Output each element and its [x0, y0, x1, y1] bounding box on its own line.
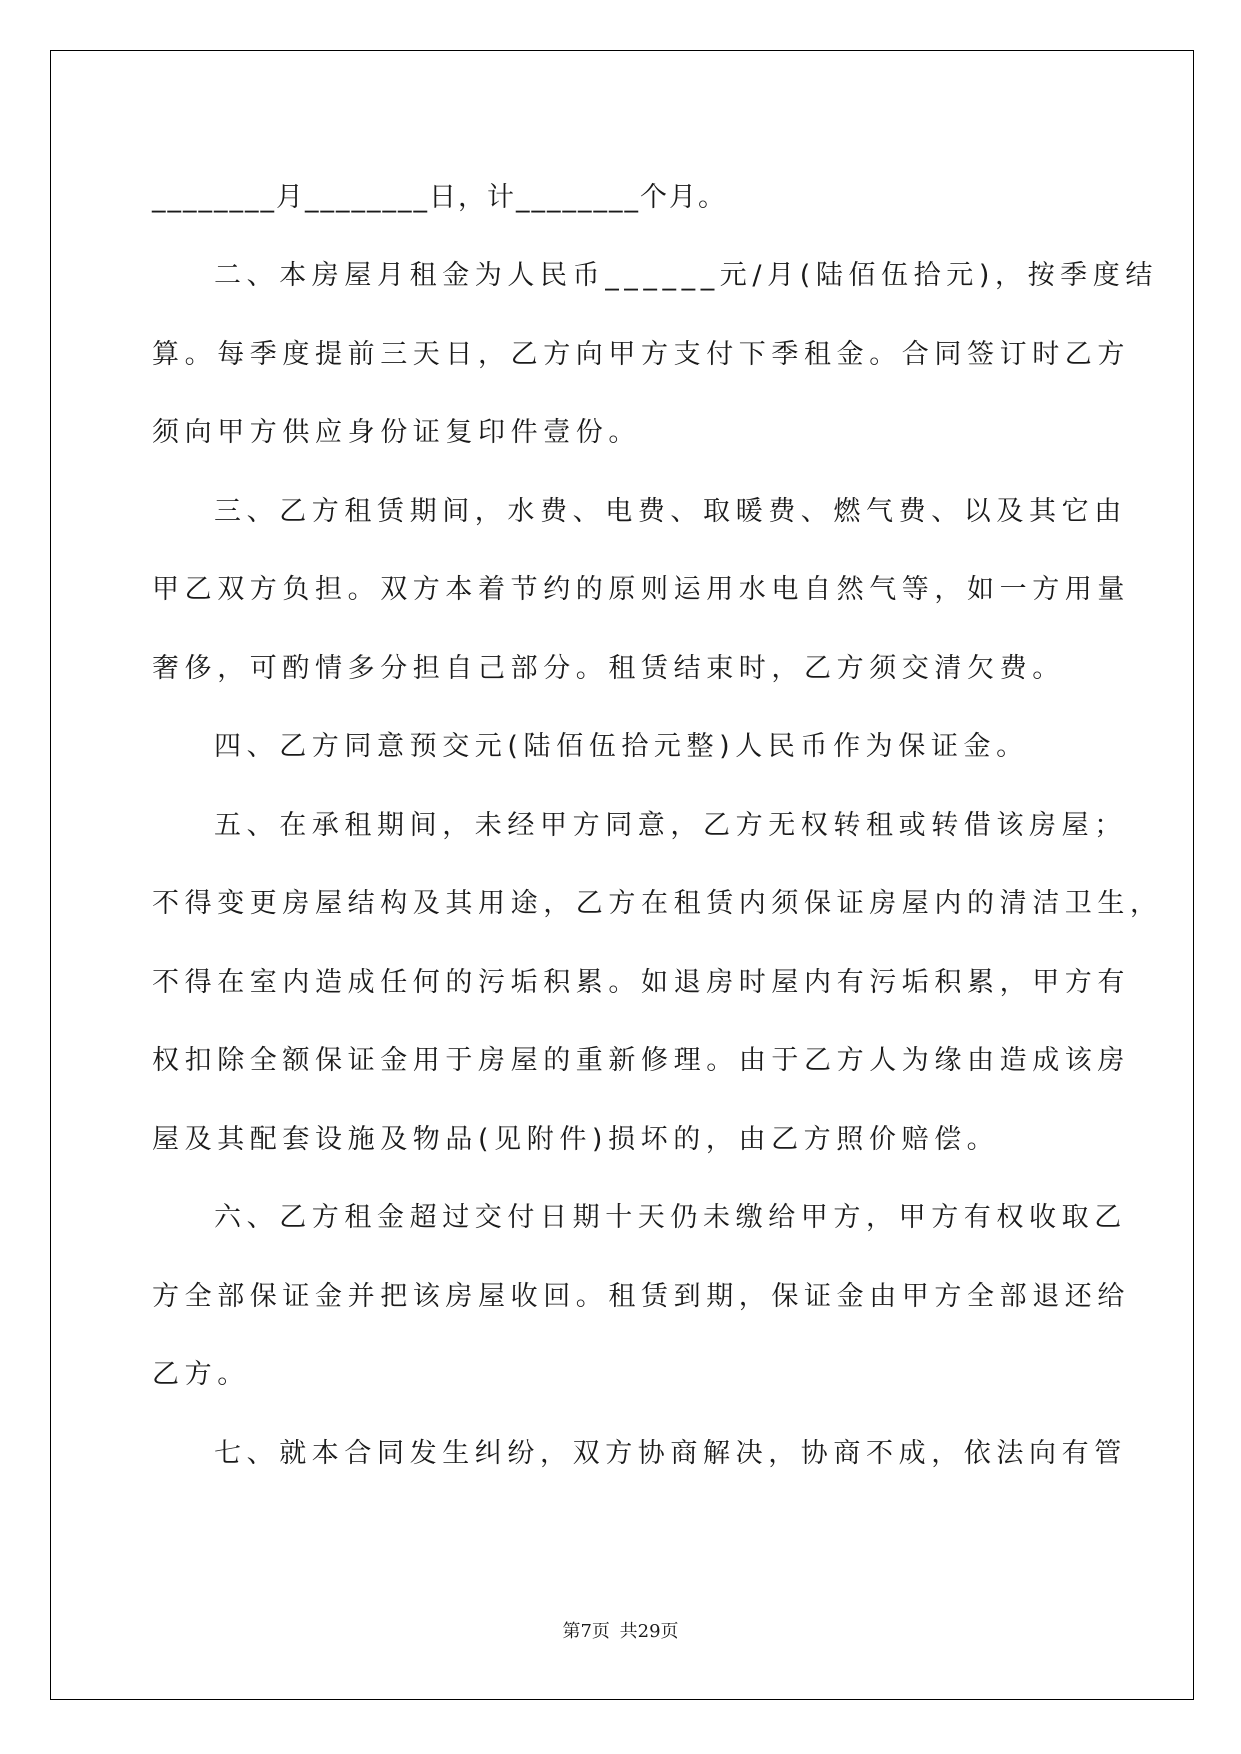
text-line-5: 三、乙方租赁期间，水费、电费、取暖费、燃气费、以及其它由: [214, 496, 1127, 527]
text-line-12: 权扣除全额保证金用于房屋的重新修理。由于乙方人为缘由造成该房: [152, 1045, 1130, 1076]
total-pages: 共29页: [619, 1621, 679, 1642]
text-line-11: 不得在室内造成任何的污垢积累。如退房时屋内有污垢积累，甲方有: [152, 967, 1130, 998]
text-line-4: 须向甲方供应身份证复印件壹份。: [152, 417, 641, 448]
text-line-1: ________月________日，计________个月。: [152, 182, 727, 213]
text-line-10: 不得变更房屋结构及其用途，乙方在租赁内须保证房屋内的清洁卫生，: [152, 888, 1163, 919]
page-number: 第7页: [562, 1621, 610, 1642]
text-line-14: 六、乙方租金超过交付日期十天仍未缴给甲方，甲方有权收取乙: [214, 1202, 1127, 1233]
text-line-16: 乙方。: [152, 1359, 250, 1390]
text-line-17: 七、就本合同发生纠纷，双方协商解决，协商不成，依法向有管: [214, 1438, 1127, 1469]
text-line-8: 四、乙方同意预交元(陆佰伍拾元整)人民币作为保证金。: [214, 731, 1029, 762]
text-line-6: 甲乙双方负担。双方本着节约的原则运用水电自然气等，如一方用量: [152, 574, 1130, 605]
page-footer: [0, 1620, 1241, 1644]
text-line-7: 奢侈，可酌情多分担自己部分。租赁结束时，乙方须交清欠费。: [152, 653, 1065, 684]
text-line-13: 屋及其配套设施及物品(见附件)损坏的，由乙方照价赔偿。: [152, 1124, 1000, 1155]
text-line-15: 方全部保证金并把该房屋收回。租赁到期，保证金由甲方全部退还给: [152, 1281, 1130, 1312]
text-line-2: 二、本房屋月租金为人民币______元/月(陆佰伍拾元)，按季度结: [214, 260, 1158, 291]
text-line-9: 五、在承租期间，未经甲方同意，乙方无权转租或转借该房屋；: [214, 810, 1127, 841]
text-line-3: 算。每季度提前三天日，乙方向甲方支付下季租金。合同签订时乙方: [152, 339, 1130, 370]
